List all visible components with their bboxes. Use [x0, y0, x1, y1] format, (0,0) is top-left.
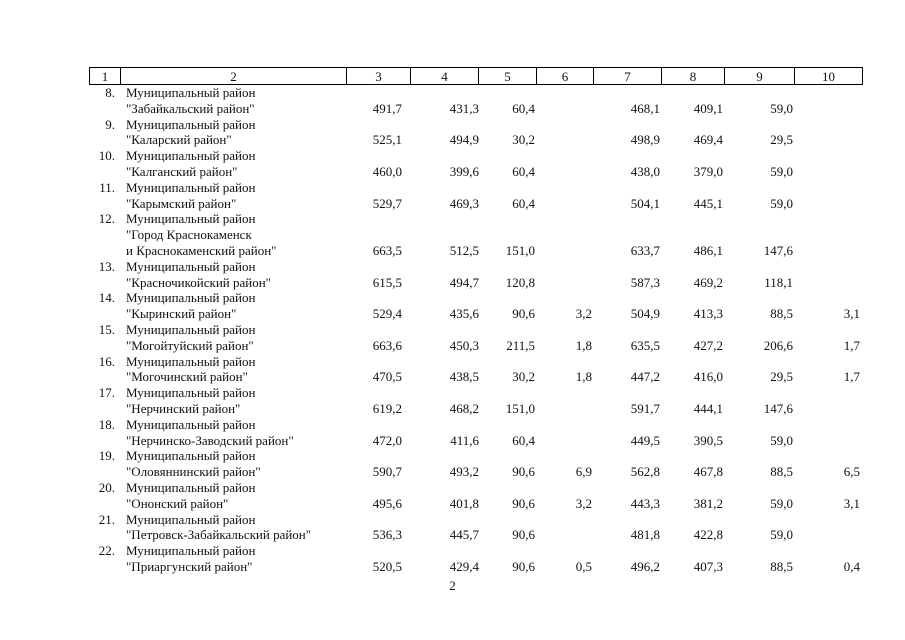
row-number: 18. [98, 416, 115, 432]
value-col-10: 6,5 [843, 464, 860, 480]
value-col-8: 379,0 [693, 163, 723, 179]
value-col-4: 399,6 [449, 163, 479, 179]
table-row [89, 322, 862, 354]
value-col-5: 211,5 [506, 337, 535, 353]
value-col-8: 422,8 [693, 527, 723, 543]
value-col-5: 60,4 [512, 195, 535, 211]
header-cell-4: 4 [411, 68, 479, 85]
value-col-3: 590,7 [372, 464, 402, 480]
value-col-10: 3,1 [843, 306, 860, 322]
value-col-3: 525,1 [372, 132, 402, 148]
value-col-6: 3,2 [575, 495, 592, 511]
table-row [89, 211, 862, 258]
table-row [89, 117, 862, 149]
district-name: Муниципальный район [126, 479, 256, 495]
table-body [89, 85, 862, 575]
district-name: Муниципальный район [126, 116, 256, 132]
value-col-5: 151,0 [505, 242, 535, 258]
value-col-8: 445,1 [693, 195, 723, 211]
district-name: "Приаргунский район" [126, 558, 253, 574]
table-row [89, 148, 862, 180]
value-col-7: 562,8 [630, 464, 660, 480]
value-col-6: 1,8 [575, 337, 592, 353]
value-col-9: 147,6 [763, 242, 793, 258]
row-number: 9. [105, 116, 115, 132]
value-col-9: 59,0 [770, 495, 793, 511]
row-number: 13. [98, 258, 115, 274]
district-name: "Оловяннинский район" [126, 464, 261, 480]
value-col-3: 663,5 [372, 242, 402, 258]
value-col-10: 3,1 [843, 495, 860, 511]
value-col-8: 407,3 [693, 558, 723, 574]
value-col-8: 409,1 [693, 100, 723, 116]
district-name: "Петровск-Забайкальский район" [126, 527, 312, 543]
value-col-9: 29,5 [770, 132, 793, 148]
district-name: "Ононский район" [126, 495, 229, 511]
value-col-5: 90,6 [512, 464, 535, 480]
header-cell-6: 6 [537, 68, 594, 85]
value-col-7: 481,8 [630, 527, 660, 543]
value-col-9: 59,0 [770, 195, 793, 211]
row-number: 21. [98, 511, 115, 527]
value-col-8: 467,8 [693, 464, 723, 480]
value-col-7: 591,7 [630, 400, 660, 416]
value-col-9: 29,5 [770, 369, 793, 385]
value-col-6: 1,8 [575, 369, 592, 385]
value-col-4: 493,2 [449, 464, 479, 480]
value-col-9: 118,1 [764, 274, 793, 290]
header-cell-7: 7 [594, 68, 662, 85]
value-col-8: 444,1 [693, 400, 723, 416]
row-number: 20. [98, 479, 115, 495]
table-header [89, 67, 863, 85]
district-name: Муниципальный район [126, 321, 256, 337]
district-name: "Могойтуйский район" [126, 337, 254, 353]
value-col-4: 512,5 [449, 242, 479, 258]
value-col-5: 90,6 [512, 558, 535, 574]
value-col-3: 472,0 [372, 432, 402, 448]
value-col-3: 491,7 [372, 100, 402, 116]
value-col-7: 504,9 [630, 306, 660, 322]
value-col-8: 427,2 [693, 337, 723, 353]
value-col-5: 60,4 [512, 163, 535, 179]
district-name: "Калганский район" [126, 163, 238, 179]
value-col-8: 381,2 [693, 495, 723, 511]
value-col-9: 206,6 [763, 337, 793, 353]
value-col-3: 520,5 [372, 558, 402, 574]
value-col-9: 88,5 [770, 464, 793, 480]
district-name: Муниципальный район [126, 85, 256, 100]
value-col-8: 486,1 [693, 242, 723, 258]
value-col-9: 88,5 [770, 306, 793, 322]
district-name: "Кыринский район" [126, 306, 237, 322]
value-col-3: 615,5 [372, 274, 402, 290]
table-row [89, 180, 862, 212]
table-row [89, 385, 862, 417]
row-number: 19. [98, 448, 115, 464]
value-col-7: 496,2 [630, 558, 660, 574]
value-col-8: 390,5 [693, 432, 723, 448]
value-col-4: 411,6 [450, 432, 479, 448]
value-col-7: 504,1 [630, 195, 660, 211]
value-col-6: 3,2 [575, 306, 592, 322]
value-col-8: 413,3 [693, 306, 723, 322]
row-number: 8. [105, 85, 115, 100]
value-col-5: 120,8 [505, 274, 535, 290]
district-name: "Каларский район" [126, 132, 232, 148]
value-col-4: 494,9 [449, 132, 479, 148]
value-col-3: 495,6 [372, 495, 402, 511]
row-number: 10. [98, 148, 115, 164]
table-row [89, 417, 862, 449]
value-col-6: 0,5 [575, 558, 592, 574]
row-number: 22. [98, 543, 115, 559]
value-col-5: 90,6 [512, 495, 535, 511]
value-col-8: 469,4 [693, 132, 723, 148]
district-name: "Красночикойский район" [126, 274, 271, 290]
value-col-7: 498,9 [630, 132, 660, 148]
district-name: Муниципальный район [126, 353, 256, 369]
value-col-3: 460,0 [372, 163, 402, 179]
value-col-5: 30,2 [512, 369, 535, 385]
district-name: "Забайкальский район" [126, 100, 255, 116]
value-col-3: 619,2 [372, 400, 402, 416]
table-row [89, 290, 862, 322]
district-name: "Карымский район" [126, 195, 237, 211]
value-col-8: 416,0 [693, 369, 723, 385]
value-col-4: 494,7 [449, 274, 479, 290]
header-cell-8: 8 [662, 68, 725, 85]
value-col-4: 429,4 [449, 558, 479, 574]
table-row [89, 512, 862, 544]
value-col-7: 443,3 [630, 495, 660, 511]
value-col-8: 469,2 [693, 274, 723, 290]
value-col-4: 445,7 [449, 527, 479, 543]
value-col-9: 59,0 [770, 432, 793, 448]
row-number: 14. [98, 290, 115, 306]
value-col-4: 438,5 [449, 369, 479, 385]
header-cell-2: 2 [121, 68, 347, 85]
value-col-9: 59,0 [770, 100, 793, 116]
value-col-6: 6,9 [575, 464, 592, 480]
district-name: Муниципальный район [126, 290, 256, 306]
value-col-4: 469,3 [449, 195, 479, 211]
value-col-4: 401,8 [449, 495, 479, 511]
value-col-5: 151,0 [505, 400, 535, 416]
row-number: 11. [99, 179, 115, 195]
district-name: Муниципальный район [126, 448, 256, 464]
district-name: Муниципальный район [126, 511, 256, 527]
value-col-10: 1,7 [843, 369, 860, 385]
value-col-3: 529,7 [372, 195, 402, 211]
table-row [89, 480, 862, 512]
value-col-4: 435,6 [449, 306, 479, 322]
header-cell-10: 10 [795, 68, 863, 85]
value-col-5: 60,4 [512, 100, 535, 116]
value-col-9: 59,0 [770, 527, 793, 543]
district-name: "Могочинский район" [126, 369, 248, 385]
district-name: и Краснокаменский район" [126, 242, 277, 258]
value-col-5: 90,6 [512, 527, 535, 543]
district-name: Муниципальный район [126, 543, 256, 559]
header-cell-5: 5 [479, 68, 537, 85]
value-col-3: 663,6 [372, 337, 402, 353]
value-col-3: 536,3 [372, 527, 402, 543]
value-col-3: 529,4 [372, 306, 402, 322]
value-col-7: 468,1 [630, 100, 660, 116]
table-row [89, 354, 862, 386]
value-col-7: 587,3 [630, 274, 660, 290]
value-col-4: 431,3 [449, 100, 479, 116]
table-row [89, 85, 862, 117]
value-col-9: 59,0 [770, 163, 793, 179]
table-row [89, 259, 862, 291]
value-col-7: 447,2 [630, 369, 660, 385]
value-col-7: 635,5 [630, 337, 660, 353]
value-col-7: 438,0 [630, 163, 660, 179]
header-cell-3: 3 [347, 68, 411, 85]
table-row [89, 448, 862, 480]
value-col-10: 1,7 [843, 337, 860, 353]
row-number: 12. [98, 211, 115, 227]
value-col-7: 449,5 [630, 432, 660, 448]
district-name: "Город Краснокаменск [126, 227, 252, 243]
district-name: Муниципальный район [126, 385, 256, 401]
value-col-5: 30,2 [512, 132, 535, 148]
value-col-4: 468,2 [449, 400, 479, 416]
row-number: 17. [98, 385, 115, 401]
district-name: Муниципальный район [126, 179, 256, 195]
value-col-7: 633,7 [630, 242, 660, 258]
district-name: "Нерчинско-Заводский район" [126, 432, 294, 448]
row-number: 15. [98, 321, 115, 337]
header-cell-9: 9 [725, 68, 795, 85]
header-cell-1: 1 [90, 68, 121, 85]
value-col-3: 470,5 [372, 369, 402, 385]
value-col-4: 450,3 [449, 337, 479, 353]
table-row [89, 543, 862, 575]
district-name: Муниципальный район [126, 211, 256, 227]
value-col-10: 0,4 [843, 558, 860, 574]
district-name: "Нерчинский район" [126, 400, 241, 416]
district-name: Муниципальный район [126, 258, 256, 274]
value-col-9: 88,5 [770, 558, 793, 574]
value-col-9: 147,6 [763, 400, 793, 416]
value-col-5: 60,4 [512, 432, 535, 448]
page-number: 2 [449, 578, 456, 593]
row-number: 16. [98, 353, 115, 369]
district-name: Муниципальный район [126, 148, 256, 164]
district-name: Муниципальный район [126, 416, 256, 432]
value-col-5: 90,6 [512, 306, 535, 322]
